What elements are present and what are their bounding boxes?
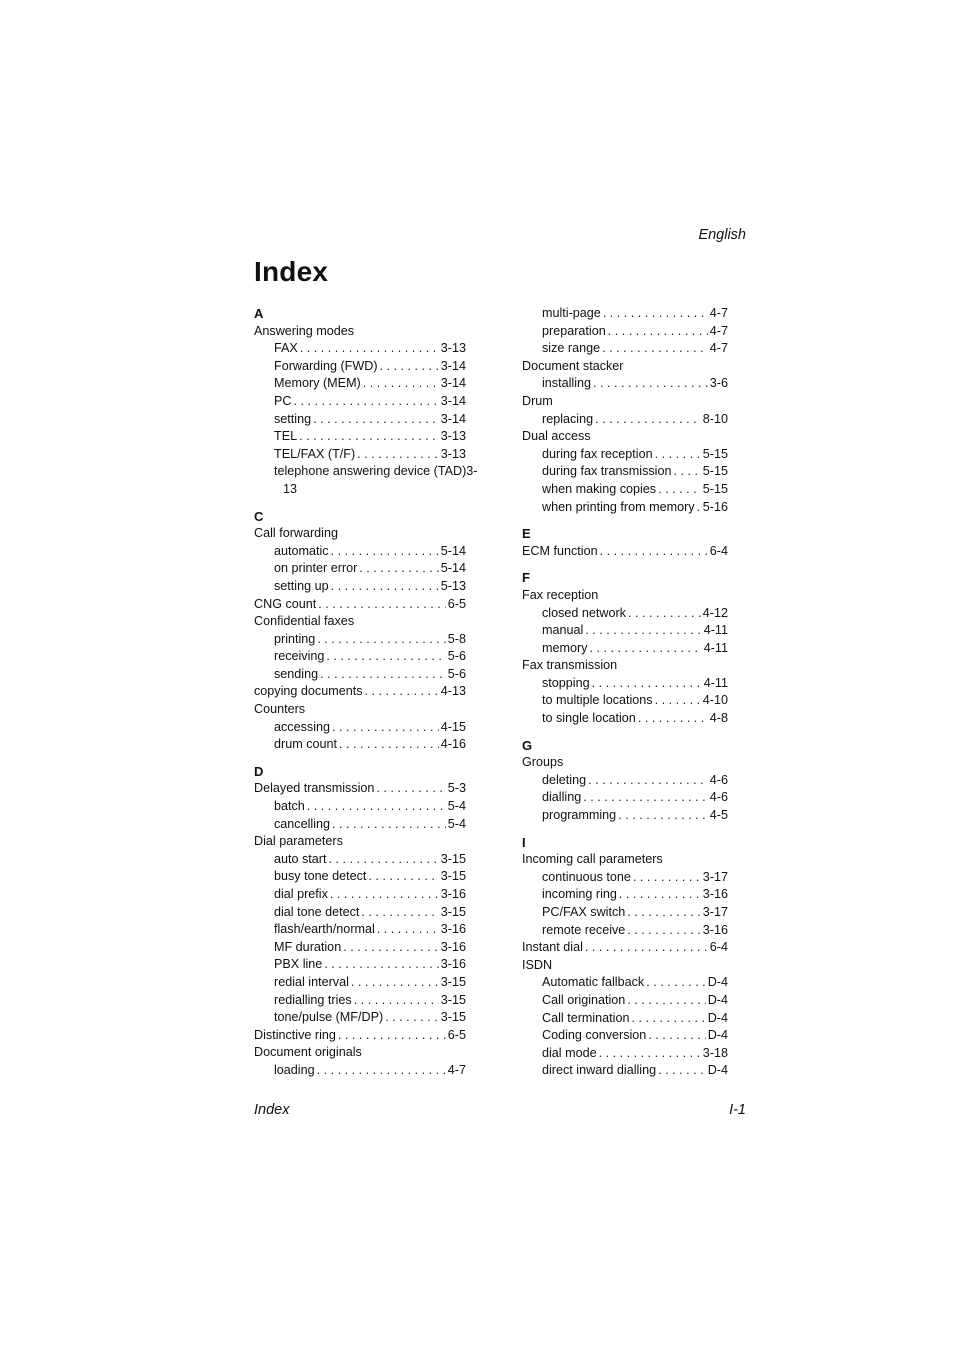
index-entry: Confidential faxes [254, 614, 355, 629]
index-subentry: when printing from memory . . . 5-16 [522, 499, 728, 517]
index-subentry: loading . . . 4-7 [254, 1062, 466, 1080]
index-subentry: automatic . . . 5-14 [254, 543, 466, 561]
index-subentry: preparation . . . 4-7 [522, 323, 728, 341]
index-entry: ECM function . . . 6-4 [522, 543, 728, 561]
index-subentry: flash/earth/normal . . . 3-16 [254, 921, 466, 939]
index-entry: Delayed transmission . . . 5-3 [254, 780, 466, 798]
section-letter-f: F [522, 570, 530, 586]
index-subentry: setting up . . . 5-13 [254, 578, 466, 596]
section-letter-a: A [254, 306, 264, 321]
index-subentry: to multiple locations . . . 4-10 [522, 692, 728, 710]
index-subentry: multi-page . . . 4-7 [522, 305, 728, 323]
section-letter-i: I [522, 834, 526, 850]
footer-section: Index [254, 1102, 290, 1118]
index-entry: Counters [254, 702, 306, 717]
index-subentry: printing . . . 5-8 [254, 631, 466, 649]
index-column-right [522, 305, 728, 1080]
index-subentry: Automatic fallback . . . D-4 [522, 974, 728, 992]
index-subentry: dial mode . . . 3-18 [522, 1045, 728, 1063]
index-subentry: Call origination . . . D-4 [522, 992, 728, 1010]
index-subentry: during fax transmission . . . 5-15 [522, 463, 728, 481]
index-subentry: batch . . . 5-4 [254, 798, 466, 816]
index-entry: copying documents . . . 4-13 [254, 683, 466, 701]
index-entry: ISDN [522, 957, 553, 972]
index-subentry: accessing . . . 4-15 [254, 719, 466, 737]
index-entry: Groups [522, 755, 564, 770]
index-subentry: setting . . . 3-14 [254, 411, 466, 429]
index-subentry-tad: telephone answering device (TAD)3- [274, 464, 478, 479]
index-entry: Document stacker [522, 358, 624, 373]
index-subentry: sending . . . 5-6 [254, 666, 466, 684]
index-subentry: to single location . . . 4-8 [522, 710, 728, 728]
section-letter-c: C [254, 508, 264, 524]
index-entry: Drum [522, 393, 553, 408]
index-subentry: size range . . . 4-7 [522, 340, 728, 358]
index-entry: CNG count . . . 6-5 [254, 596, 466, 614]
index-entry: Distinctive ring . . . 6-5 [254, 1027, 466, 1045]
index-entry: Dial parameters [254, 834, 343, 849]
index-entry: Call forwarding [254, 526, 338, 541]
index-subentry: tone/pulse (MF/DP) . . . 3-15 [254, 1009, 466, 1027]
index-entry: Dual access [522, 429, 591, 444]
index-subentry: Call termination . . . D-4 [522, 1010, 728, 1028]
index-subentry: Memory (MEM) . . . 3-14 [254, 375, 466, 393]
index-subentry: continuous tone . . . 3-17 [522, 869, 728, 887]
index-subentry-tad-page: 13 [283, 481, 298, 496]
index-subentry: memory . . . 4-11 [522, 640, 728, 658]
index-subentry: replacing . . . 8-10 [522, 411, 728, 429]
index-entry: Document originals [254, 1045, 362, 1060]
index-subentry: Coding conversion . . . D-4 [522, 1027, 728, 1045]
section-letter-g: G [522, 737, 533, 753]
index-subentry: remote receive . . . 3-16 [522, 922, 728, 940]
index-subentry: TEL . . . 3-13 [254, 428, 466, 446]
index-subentry: deleting . . . 4-6 [522, 772, 728, 790]
index-subentry: programming . . . 4-5 [522, 807, 728, 825]
index-entry: Fax transmission [522, 658, 618, 673]
index-subentry: installing . . . 3-6 [522, 375, 728, 393]
index-entry: Fax reception [522, 587, 599, 602]
index-entry: Instant dial . . . 6-4 [522, 939, 728, 957]
index-subentry: manual . . . 4-11 [522, 622, 728, 640]
index-subentry: auto start . . . 3-15 [254, 851, 466, 869]
footer-page-number: I-1 [729, 1102, 746, 1118]
index-subentry: PC . . . 3-14 [254, 393, 466, 411]
index-subentry: during fax reception . . . 5-15 [522, 446, 728, 464]
index-subentry: FAX . . . 3-13 [254, 340, 466, 358]
index-subentry: direct inward dialling . . . D-4 [522, 1062, 728, 1080]
index-subentry: receiving . . . 5-6 [254, 648, 466, 666]
index-subentry: Forwarding (FWD) . . . 3-14 [254, 358, 466, 376]
index-subentry: closed network . . . 4-12 [522, 605, 728, 623]
index-subentry: TEL/FAX (T/F) . . . 3-13 [254, 446, 466, 464]
index-subentry: cancelling . . . 5-4 [254, 816, 466, 834]
index-subentry: dial prefix . . . 3-16 [254, 886, 466, 904]
index-subentry: redial interval . . . 3-15 [254, 974, 466, 992]
section-letter-d: D [254, 763, 264, 779]
index-entry: Answering modes [254, 323, 355, 338]
index-subentry: dial tone detect . . . 3-15 [254, 904, 466, 922]
index-subentry: PBX line . . . 3-16 [254, 956, 466, 974]
index-subentry: busy tone detect . . . 3-15 [254, 868, 466, 886]
index-subentry: when making copies . . . 5-15 [522, 481, 728, 499]
page-title: Index [254, 256, 329, 287]
header-language: English [698, 227, 746, 243]
index-subentry: drum count . . . 4-16 [254, 736, 466, 754]
index-subentry: PC/FAX switch . . . 3-17 [522, 904, 728, 922]
index-subentry: stopping . . . 4-11 [522, 675, 728, 693]
index-subentry: dialling . . . 4-6 [522, 789, 728, 807]
index-subentry: redialling tries . . . 3-15 [254, 992, 466, 1010]
index-subentry: on printer error . . . 5-14 [254, 560, 466, 578]
index-subentry: incoming ring . . . 3-16 [522, 886, 728, 904]
index-column-left [254, 305, 478, 1080]
section-letter-e: E [522, 526, 531, 542]
index-entry: Incoming call parameters [522, 852, 663, 867]
index-subentry: MF duration . . . 3-16 [254, 939, 466, 957]
